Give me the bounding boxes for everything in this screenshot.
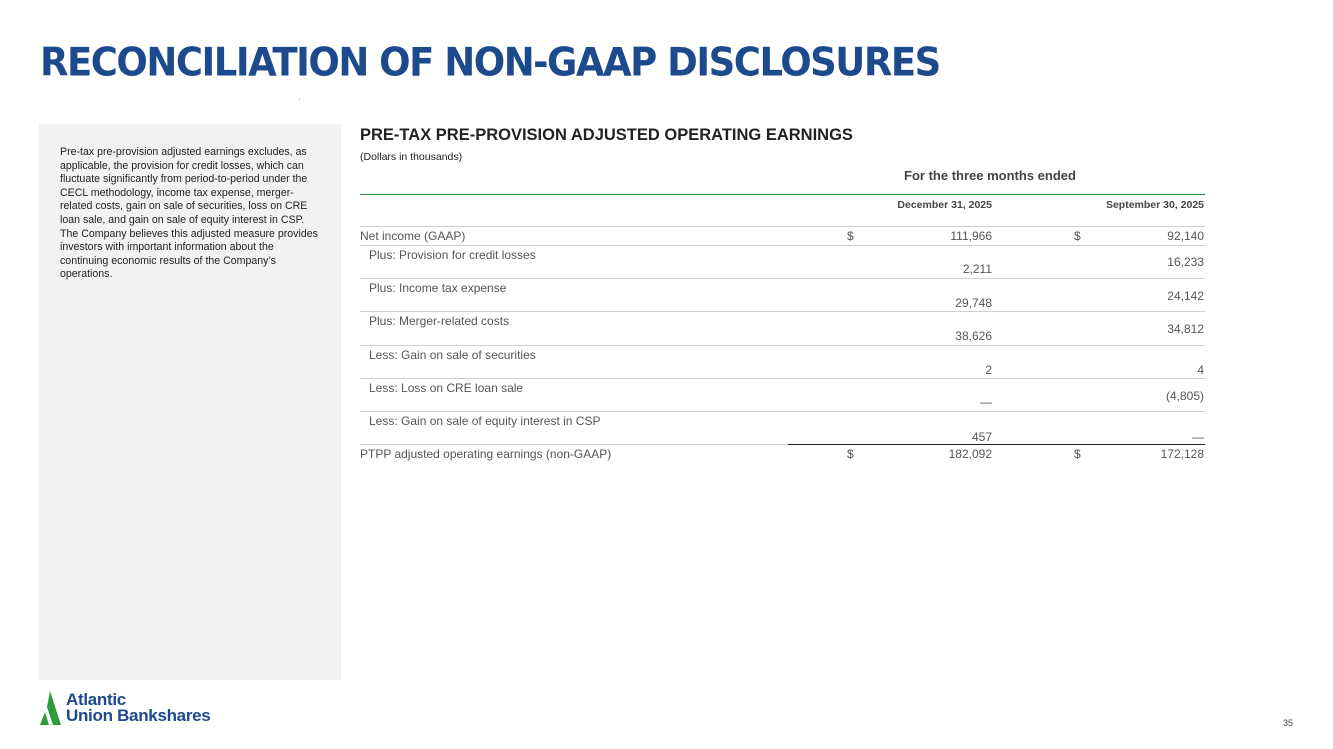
value-sep-2025: 34,812: [1167, 322, 1204, 336]
page-title: RECONCILIATION OF NON-GAAP DISCLOSURES: [40, 40, 940, 86]
table-subtitle: (Dollars in thousands): [360, 151, 463, 163]
value-sep-2025: 172,128: [1160, 447, 1204, 461]
logo-line-2: Union Bankshares: [66, 706, 211, 725]
row-label: Less: Gain on sale of equity interest in CSP: [369, 414, 601, 428]
value-dec-2025: 2: [985, 363, 992, 377]
header-rule: [360, 194, 1205, 195]
table-row: [360, 345, 1205, 379]
total-rule: [788, 444, 1205, 445]
value-sep-2025: 4: [1197, 363, 1204, 377]
currency-symbol: $: [847, 229, 854, 243]
decorative-dot: [299, 99, 300, 100]
value-dec-2025: 2,211: [962, 262, 992, 276]
table-title: PRE-TAX PRE-PROVISION ADJUSTED OPERATING EARNINGS: [360, 126, 853, 144]
value-dec-2025: 457: [971, 430, 992, 444]
table-row: [360, 245, 1205, 279]
table-row: [360, 411, 1205, 445]
page-number: 35: [1282, 718, 1293, 728]
value-dec-2025: —: [980, 395, 992, 409]
row-label: Less: Gain on sale of securities: [369, 348, 536, 362]
company-logo-text: [66, 692, 210, 724]
column-header-dec-2025: December 31, 2025: [897, 199, 992, 211]
currency-symbol: $: [1074, 229, 1081, 243]
row-label: Plus: Provision for credit losses: [369, 248, 536, 262]
logo-line-1: Atlantic: [66, 690, 126, 709]
row-label: Plus: Income tax expense: [369, 281, 507, 295]
currency-symbol: $: [1074, 447, 1081, 461]
sidebar-description: Pre-tax pre-provision adjusted earnings excludes, as applicable, the provision for credit losses, which can fluctuate significantly from period-to-period under the CECL methodology, income tax expense, merger-related costs, gain on sale of securities, loss on CRE loan sale, and gain on sale of equity interest in CSP. The Company believes this adjusted measure provides investors with important information about the continuing economic results of the Company’s operations.: [60, 146, 318, 281]
value-sep-2025: —: [1192, 430, 1204, 444]
period-header: For the three months ended: [904, 168, 1076, 183]
value-sep-2025: 16,233: [1167, 255, 1204, 269]
table-row-total: [360, 444, 1205, 465]
value-sep-2025: (4,805): [1165, 389, 1204, 403]
column-header-sep-2025: September 30, 2025: [1105, 199, 1204, 211]
value-sep-2025: 24,142: [1167, 289, 1204, 303]
row-label: PTPP adjusted operating earnings (non-GAAP): [360, 447, 612, 461]
table-row: [360, 378, 1205, 412]
value-dec-2025: 182,092: [948, 447, 992, 461]
value-dec-2025: 111,966: [950, 229, 992, 243]
row-label: Plus: Merger-related costs: [369, 314, 510, 328]
table-row: [360, 278, 1205, 312]
currency-symbol: $: [847, 447, 854, 461]
value-dec-2025: 38,626: [955, 329, 992, 343]
table-row: [360, 311, 1205, 346]
row-label: Net income (GAAP): [360, 229, 466, 243]
value-dec-2025: 29,748: [955, 296, 992, 310]
sidebar-panel: [39, 124, 341, 680]
value-sep-2025: 92,140: [1167, 229, 1204, 243]
atlantic-union-logo-icon: [38, 690, 66, 726]
row-label: Less: Loss on CRE loan sale: [369, 381, 524, 395]
table-row: [360, 226, 1205, 246]
